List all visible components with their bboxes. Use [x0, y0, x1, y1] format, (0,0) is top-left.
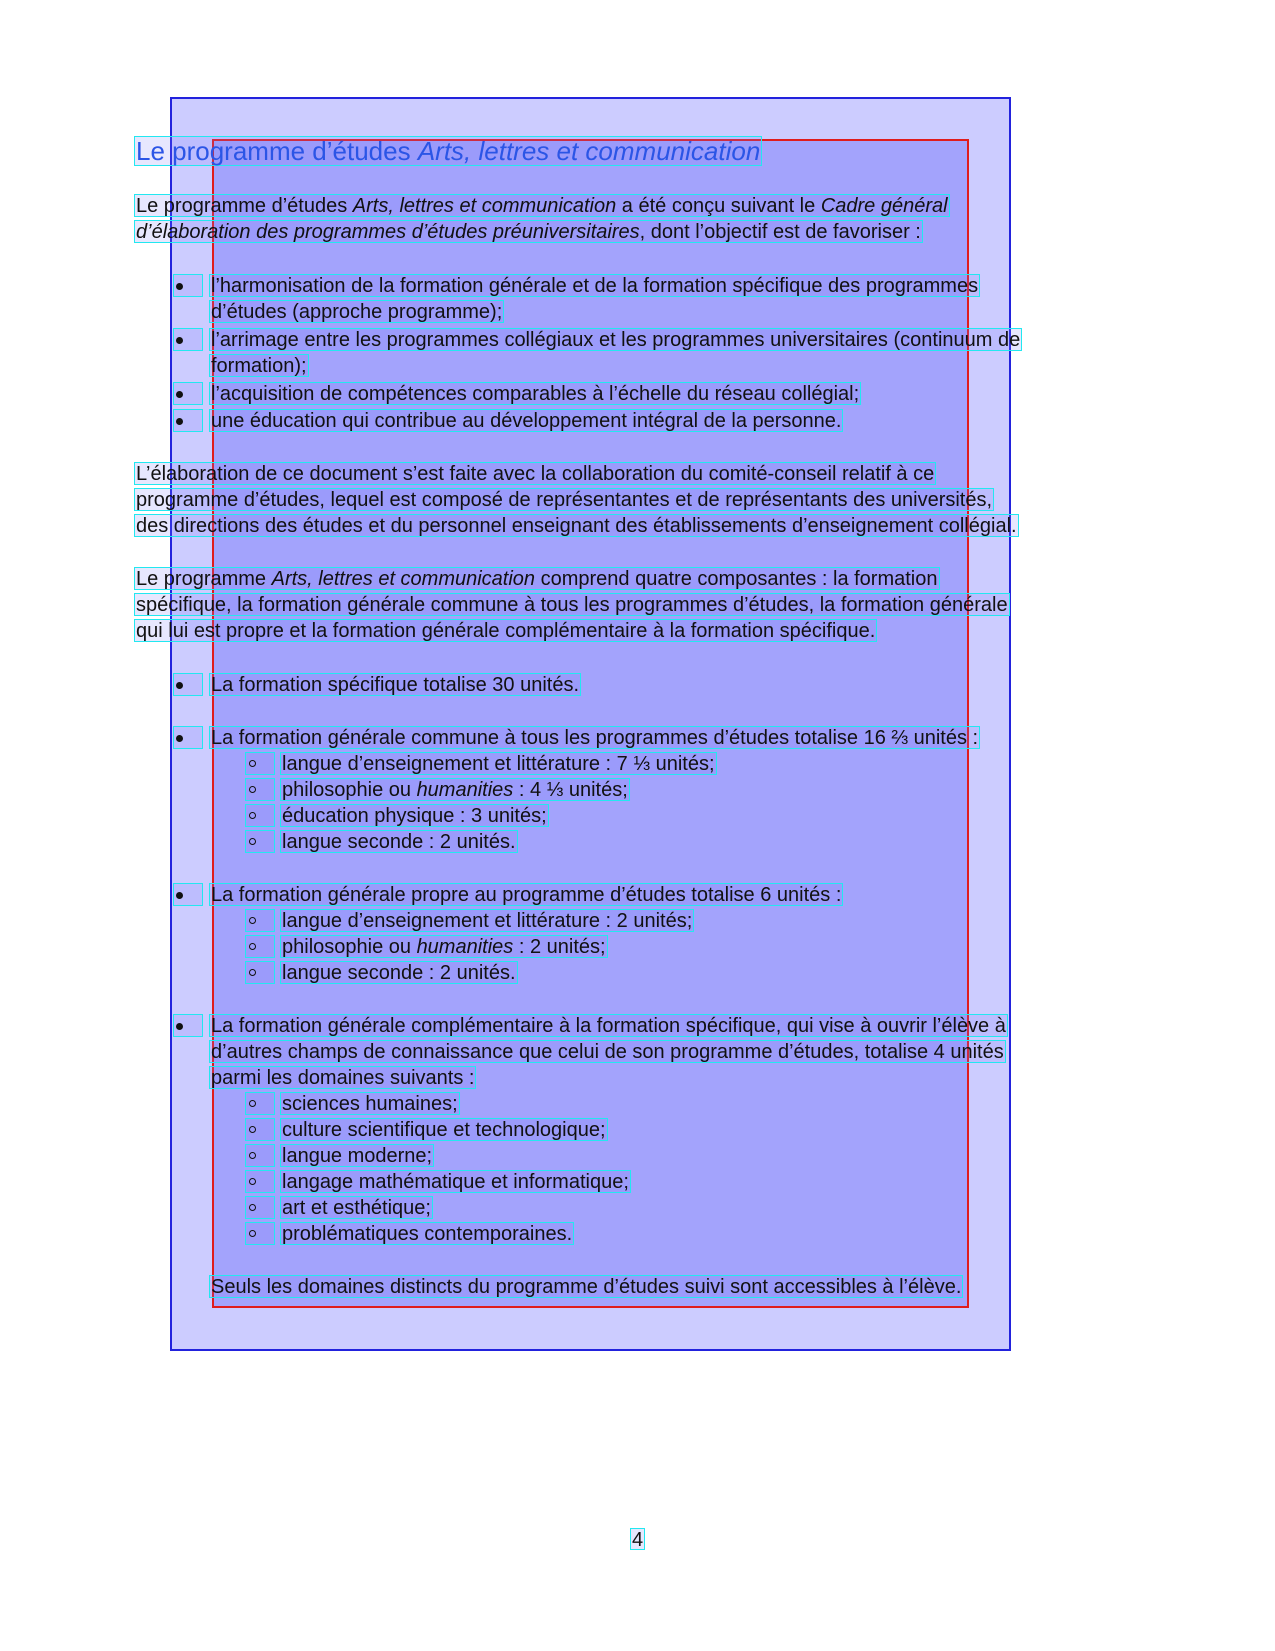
- complementary-item-6: problématiques contemporaines.: [282, 1223, 573, 1245]
- circle-bullet-icon: [245, 935, 275, 958]
- bullet-icon: [173, 673, 203, 696]
- circle-bullet-icon: [245, 778, 275, 801]
- title-prefix: Le programme d’études: [136, 136, 418, 166]
- circle-bullet-icon: [245, 961, 275, 984]
- own-item-2: [280, 935, 608, 958]
- objective-4: une éducation qui contribue au développement intégral de la personne.: [211, 410, 842, 432]
- item-italic: humanities: [416, 936, 514, 958]
- intro-line-2: [134, 220, 923, 243]
- intro-italic: Cadre général: [820, 195, 948, 217]
- para3-text: comprend quatre composantes : la formation: [535, 568, 938, 590]
- own-item-3: langue seconde : 2 unités.: [282, 962, 516, 984]
- para2-line-2: programme d’études, lequel est composé de représentantes et de représentants des universités,: [136, 489, 993, 511]
- common-item-2: [280, 778, 630, 801]
- bullet-icon: [173, 409, 203, 432]
- objective-2-line-1: l’arrimage entre les programmes collégiaux et les programmes universitaires (continuum de: [211, 329, 1021, 351]
- circle-bullet-icon: [245, 1196, 275, 1219]
- title-italic: Arts, lettres et communication: [417, 136, 761, 166]
- circle-bullet-icon: [245, 1144, 275, 1167]
- intro-italic: d’élaboration des programmes d’études préuniversitaires: [136, 221, 640, 243]
- component-specific: La formation spécifique totalise 30 unités.: [211, 674, 579, 696]
- circle-bullet-icon: [245, 804, 275, 827]
- component-own-heading: La formation générale propre au programme d’études totalise 6 unités :: [211, 884, 842, 906]
- circle-bullet-icon: [245, 830, 275, 853]
- bullet-icon: [173, 883, 203, 906]
- objective-1-line-1: l’harmonisation de la formation générale et de la formation spécifique des programmes: [211, 275, 979, 297]
- intro-italic: Arts, lettres et communication: [352, 195, 617, 217]
- item-text: : 2 unités;: [513, 936, 606, 958]
- circle-bullet-icon: [245, 1170, 275, 1193]
- para2-line-1: L’élaboration de ce document s’est faite avec la collaboration du comité-conseil relatif à ce: [136, 463, 935, 485]
- circle-bullet-icon: [245, 1092, 275, 1115]
- complementary-item-1: sciences humaines;: [282, 1093, 458, 1115]
- para3-line-2: spécifique, la formation générale commune à tous les programmes d’études, la formation générale: [136, 594, 1008, 616]
- circle-bullet-icon: [245, 1118, 275, 1141]
- component-common-heading: La formation générale commune à tous les programmes d’études totalise 16 ⅔ unités :: [211, 727, 979, 749]
- component-complementary-line-1: La formation générale complémentaire à la formation spécifique, qui vise à ouvrir l’élève à: [211, 1015, 1006, 1037]
- item-text: philosophie ou: [282, 936, 417, 958]
- common-item-3: éducation physique : 3 unités;: [282, 805, 547, 827]
- para3-text: Le programme: [136, 568, 272, 590]
- complementary-note: Seuls les domaines distincts du programme d’études suivi sont accessibles à l’élève.: [211, 1276, 962, 1298]
- bullet-icon: [173, 328, 203, 351]
- complementary-item-4: langage mathématique et informatique;: [282, 1171, 629, 1193]
- item-text: : 4 ⅓ unités;: [513, 779, 628, 801]
- objective-3: l’acquisition de compétences comparables à l’échelle du réseau collégial;: [211, 383, 860, 405]
- component-complementary-line-3: parmi les domaines suivants :: [211, 1067, 475, 1089]
- objective-1-line-2: d’études (approche programme);: [211, 301, 503, 323]
- common-item-1: langue d’enseignement et littérature : 7 ⅓ unités;: [282, 753, 715, 775]
- bullet-icon: [173, 1014, 203, 1037]
- circle-bullet-icon: [245, 909, 275, 932]
- complementary-item-3: langue moderne;: [282, 1145, 433, 1167]
- intro-text: , dont l’objectif est de favoriser :: [639, 221, 921, 243]
- circle-bullet-icon: [245, 1222, 275, 1245]
- para3-line-1: [134, 567, 940, 590]
- para3-line-3: qui lui est propre et la formation générale complémentaire à la formation spécifique.: [136, 620, 876, 642]
- para2-line-3: des directions des études et du personnel enseignant des établissements d’enseignement collégial.: [136, 515, 1017, 537]
- common-item-4: langue seconde : 2 unités.: [282, 831, 516, 853]
- objective-2-line-2: formation);: [211, 355, 307, 377]
- item-text: philosophie ou: [282, 779, 417, 801]
- intro-text: Le programme d’études: [136, 195, 353, 217]
- bullet-icon: [173, 382, 203, 405]
- page-number: 4: [632, 1529, 644, 1551]
- para3-italic: Arts, lettres et communication: [271, 568, 536, 590]
- page-title: [134, 136, 762, 166]
- bullet-icon: [173, 274, 203, 297]
- bullet-icon: [173, 726, 203, 749]
- item-italic: humanities: [416, 779, 514, 801]
- circle-bullet-icon: [245, 752, 275, 775]
- component-complementary-line-2: d’autres champs de connaissance que celui de son programme d’études, totalise 4 unités: [211, 1041, 1004, 1063]
- complementary-item-2: culture scientifique et technologique;: [282, 1119, 606, 1141]
- complementary-item-5: art et esthétique;: [282, 1197, 431, 1219]
- intro-line-1: [134, 194, 950, 217]
- intro-text: a été conçu suivant le: [616, 195, 821, 217]
- own-item-1: langue d’enseignement et littérature : 2 unités;: [282, 910, 693, 932]
